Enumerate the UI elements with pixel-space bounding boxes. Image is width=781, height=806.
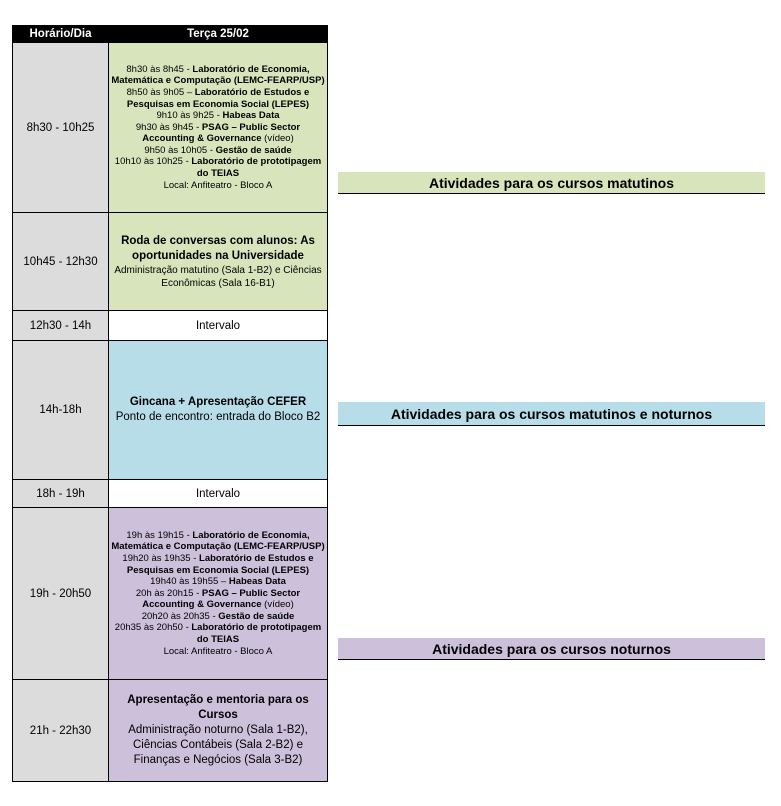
activity-detail: Administração noturno (Sala 1-B2), Ciências Contábeis (Sala 2-B2) e Finanças e Negócios (Sala 3-B2) [128, 724, 308, 766]
legend-evening [338, 638, 765, 660]
session-line: 19h às 19h15 - Laboratório de Economia, Matemática e Computação (LEMC-FEARP/USP) [111, 529, 325, 553]
session-line: 8h30 às 8h45 - Laboratório de Economia, Matemática e Computação (LEMC-FEARP/USP) [111, 63, 325, 87]
time-cell: 19h - 20h50 [13, 508, 109, 680]
break-cell: Intervalo [109, 480, 328, 508]
activity-cell [109, 43, 328, 213]
session-line: 19h40 às 19h55 – Habeas Data [150, 576, 286, 588]
session-line: 20h20 às 20h35 - Gestão de saúde [141, 610, 295, 622]
table-row [13, 311, 328, 341]
activity-cell [109, 213, 328, 311]
header-row [13, 26, 328, 43]
legend-label: Atividades para os cursos matutinos e noturnos [390, 406, 713, 422]
time-cell: 14h-18h [13, 341, 109, 480]
table-row [13, 43, 328, 213]
time-cell: 10h45 - 12h30 [13, 213, 109, 311]
activity-detail: Ponto de encontro: entrada do Bloco B2 [115, 411, 321, 423]
table-row [13, 213, 328, 311]
legend-morning [338, 172, 765, 194]
time-cell: 8h30 - 10h25 [13, 43, 109, 213]
table-row [13, 680, 328, 782]
session-line: 20h35 às 20h50 - Laboratório de prototipagem do TEIAS [114, 622, 322, 646]
session-line: 9h50 às 10h05 - Gestão de saúde [144, 144, 292, 156]
legend-label: Atividades para os cursos noturnos [432, 641, 671, 657]
session-line: 8h50 às 9h05 – Laboratório de Estudos e Pesquisas em Economia Social (LEPES) [126, 86, 310, 110]
table-row [13, 341, 328, 480]
activity-title: Roda de conversas com alunos: As oportunidades na Universidade [121, 234, 315, 262]
session-line: 10h10 às 10h25 - Laboratório de prototipagem do TEIAS [114, 156, 322, 180]
time-cell: 18h - 19h [13, 480, 109, 508]
activity-title: Gincana + Apresentação CEFER [129, 396, 307, 408]
break-cell: Intervalo [109, 311, 328, 341]
legend-both [338, 402, 765, 426]
activity-cell [109, 508, 328, 680]
activity-detail: Administração matutino (Sala 1-B2) e Ciências Econômicas (Sala 16-B1) [114, 264, 322, 289]
session-line: 9h30 às 9h45 - PSAG – Public Sector Accounting & Governance (vídeo) [135, 121, 301, 145]
table-row [13, 480, 328, 508]
location-text: Local: Anfiteatro - Bloco A [163, 179, 273, 191]
legend-label: Atividades para os cursos matutinos [428, 175, 675, 191]
schedule-table [12, 25, 328, 782]
activity-title: Apresentação e mentoria para os Cursos [127, 694, 309, 721]
header-day: Terça 25/02 [109, 26, 328, 43]
activity-cell [109, 341, 328, 480]
time-cell: 21h - 22h30 [13, 680, 109, 782]
session-line: 19h20 às 19h35 - Laboratório de Estudos e Pesquisas em Economia Social (LEPES) [122, 552, 314, 576]
session-line: 20h às 20h15 - PSAG – Public Sector Accounting & Governance (vídeo) [135, 587, 301, 611]
time-cell: 12h30 - 14h [13, 311, 109, 341]
session-line: 9h10 às 9h25 - Habeas Data [156, 110, 280, 122]
table-row [13, 508, 328, 680]
activity-cell [109, 680, 328, 782]
location-text: Local: Anfiteatro - Bloco A [163, 645, 273, 657]
header-time: Horário/Dia [13, 26, 109, 43]
